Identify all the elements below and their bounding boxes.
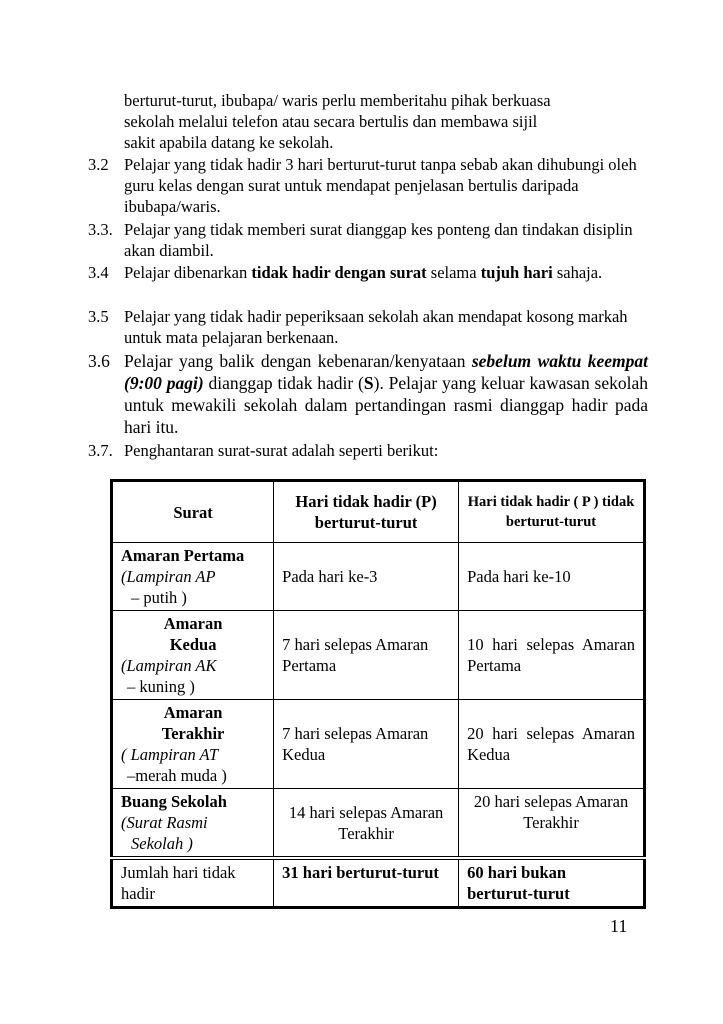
item-text: Pelajar yang tidak hadir peperiksaan sekolah akan mendapat kosong markah untuk mata pelajaran berkenaan. [124, 307, 628, 347]
letter-ref: (Lampiran AP [121, 567, 216, 586]
item-text: Penghantaran surat-surat adalah seperti berikut: [124, 441, 439, 460]
row-consecutive-cell: 14 hari selepas Amaran Terakhir [274, 789, 459, 859]
row-letter-cell [112, 700, 274, 789]
intro-line-2: sekolah melalui telefon atau secara bertulis dan membawa sijil [124, 112, 538, 131]
table-row [112, 789, 645, 859]
text-segment: sahaja. [552, 263, 603, 282]
bold-segment: S [363, 373, 374, 393]
item-3-6 [88, 350, 648, 438]
text-segment: Pelajar yang balik dengan kebenaran/kenyataan [124, 351, 472, 371]
table-row [112, 700, 645, 789]
item-3-2 [88, 154, 648, 217]
letter-name: Amaran Kedua [163, 614, 223, 654]
letter-ref-color: –merah muda ) [127, 766, 227, 785]
item-text [124, 262, 648, 283]
bold-segment: tujuh hari [480, 263, 553, 282]
row-letter-cell [112, 543, 274, 611]
row-consecutive-cell: 7 hari selepas Amaran Kedua [274, 700, 459, 789]
item-number: 3.7. [88, 441, 113, 460]
item-number: 3.4 [88, 263, 109, 282]
row-non-consecutive-cell: 20 hari selepas Amaran Terakhir [459, 789, 645, 859]
warning-letter-table [110, 479, 646, 909]
item-number: 3.6 [88, 351, 110, 371]
item-text: Pelajar yang tidak memberi surat dianggap kes ponteng dan tindakan disiplin akan diambil. [124, 220, 633, 260]
row-non-consecutive-cell: 20 hari selepas Amaran Kedua [459, 700, 645, 789]
item-3-5 [88, 306, 648, 348]
letter-name: Buang Sekolah [121, 792, 227, 811]
item-3-4 [88, 262, 648, 283]
row-letter-cell [112, 611, 274, 700]
letter-ref: (Surat Rasmi [121, 813, 208, 832]
item-number: 3.2 [88, 155, 109, 174]
item-3-7 [88, 440, 648, 461]
letter-ref-2: Sekolah ) [131, 834, 193, 853]
text-segment: dianggap tidak hadir ( [203, 373, 364, 393]
summary-consecutive: 31 hari berturut-turut [274, 858, 459, 908]
table-summary-row [112, 858, 645, 908]
table-header-row [112, 481, 645, 543]
summary-label: Jumlah hari tidak hadir [112, 858, 274, 908]
item-text: Pelajar yang tidak hadir 3 hari berturut-turut tanpa sebab akan dihubungi oleh guru kelas dengan surat untuk mendapat penjelasan bertulis daripada ibubapa/waris. [124, 155, 637, 216]
bold-segment: tidak hadir dengan surat [251, 263, 427, 282]
intro-paragraph [88, 90, 648, 153]
header-non-consecutive: Hari tidak hadir ( P ) tidak berturut-turut [459, 481, 645, 543]
row-non-consecutive-cell: 10 hari selepas Amaran Pertama [459, 611, 645, 700]
bold-italic-segment: sebelum waktu keempat (9:00 pagi) [124, 351, 648, 393]
letter-name: Amaran Pertama [121, 546, 245, 565]
item-number: 3.5 [88, 307, 109, 326]
item-number: 3.3. [88, 220, 113, 239]
text-segment: Pelajar dibenarkan [124, 263, 252, 282]
item-text [124, 350, 648, 438]
intro-line-3: sakit apabila datang ke sekolah. [124, 133, 334, 152]
row-consecutive-cell: Pada hari ke-3 [274, 543, 459, 611]
table-row [112, 543, 645, 611]
intro-line-1: berturut-turut, ibubapa/ waris perlu memberitahu pihak berkuasa [124, 91, 551, 110]
letter-ref: (Lampiran AK [121, 656, 217, 675]
text-segment: ). Pelajar yang keluar kawasan sekolah untuk mewakili sekolah dalam pertandingan rasmi dianggap hadir pada hari itu. [124, 373, 648, 437]
summary-non-consecutive: 60 hari bukan berturut-turut [459, 858, 645, 908]
header-surat: Surat [112, 481, 274, 543]
letter-name: Amaran Terakhir [161, 703, 225, 743]
row-letter-cell [112, 789, 274, 859]
letter-ref: ( Lampiran AT [121, 745, 219, 764]
letter-ref-color: – kuning ) [127, 677, 195, 696]
row-consecutive-cell: 7 hari selepas Amaran Pertama [274, 611, 459, 700]
row-non-consecutive-cell: Pada hari ke-10 [459, 543, 645, 611]
header-consecutive: Hari tidak hadir (P) berturut-turut [274, 481, 459, 543]
table-row [112, 611, 645, 700]
text-segment: selama [426, 263, 481, 282]
item-3-3 [88, 219, 648, 261]
page-number: 11 [610, 916, 628, 936]
letter-ref-color: – putih ) [131, 588, 187, 607]
